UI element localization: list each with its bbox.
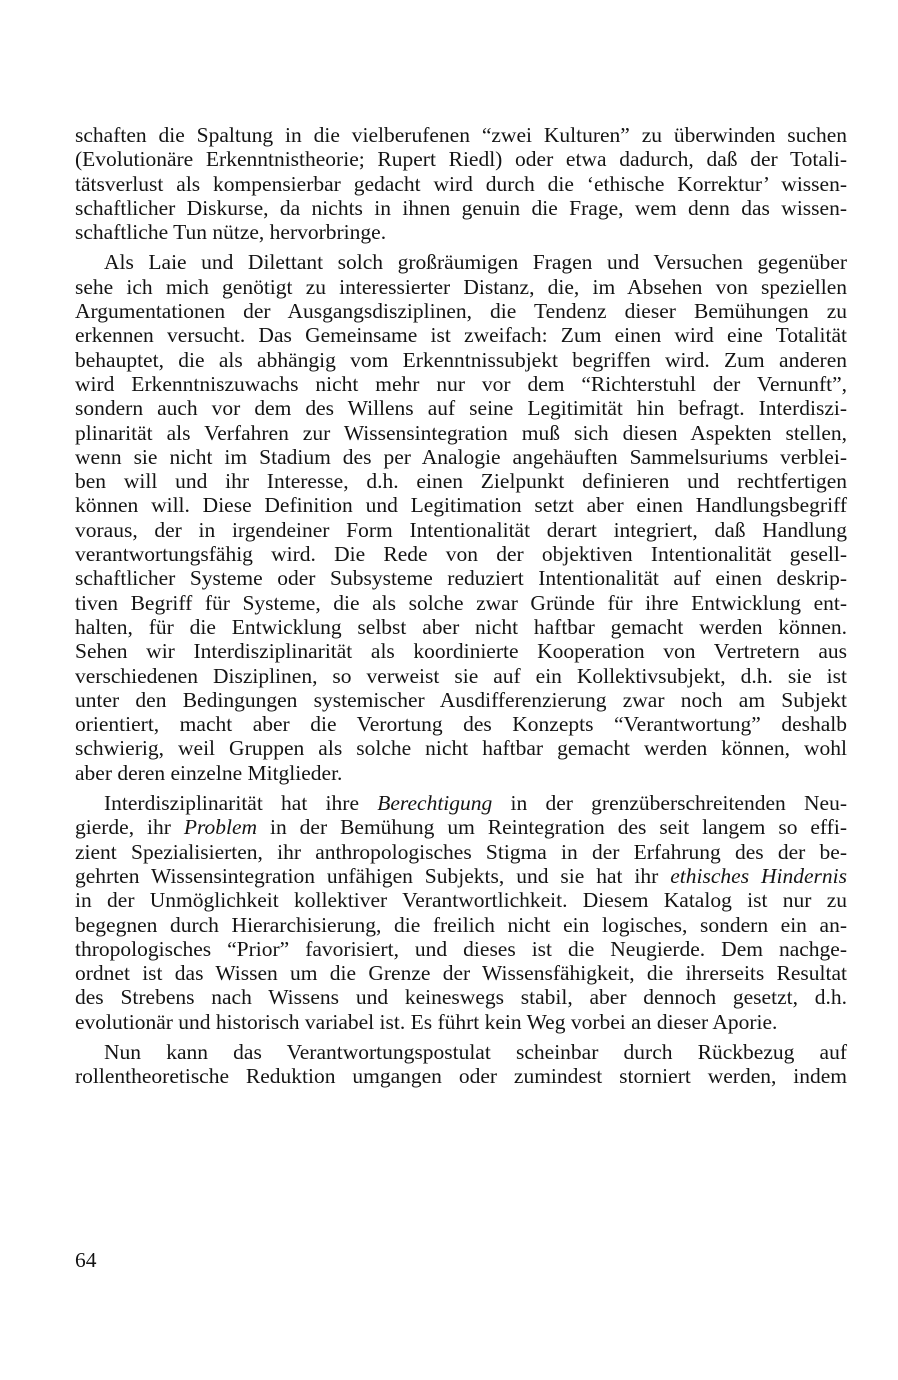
text-segment: plinarität als Verfahren zur Wissensintegration muß sich diesen Aspekten stellen, bbox=[75, 420, 847, 445]
text-line bbox=[75, 961, 847, 985]
paragraph bbox=[75, 250, 847, 785]
text-segment: aber deren einzelne Mitglieder. bbox=[75, 760, 343, 785]
text-line bbox=[75, 1010, 847, 1034]
paragraph bbox=[75, 123, 847, 244]
text-line bbox=[75, 1064, 847, 1088]
text-line bbox=[75, 1040, 847, 1064]
text-line bbox=[75, 123, 847, 147]
text-line bbox=[75, 664, 847, 688]
text-segment: verantwortungsfähig wird. Die Rede von der objektiven Intentionalität gesell- bbox=[75, 542, 847, 567]
text-segment: schaftliche Tun nütze, hervorbringe. bbox=[75, 220, 387, 245]
text-line bbox=[75, 196, 847, 220]
text-line bbox=[75, 275, 847, 299]
text-segment: in der Unmöglichkeit kollektiver Verantwortlichkeit. Diesem Katalog ist nur zu bbox=[75, 888, 847, 913]
text-line bbox=[75, 688, 847, 712]
text-segment: unter den Bedingungen systemischer Ausdifferenzierung zwar noch am Subjekt bbox=[75, 687, 847, 712]
emphasized-term: Berechtigung bbox=[377, 791, 493, 816]
text-line bbox=[75, 542, 847, 566]
text-segment: wird Erkenntniszuwachs nicht mehr nur vor dem “Richterstuhl der Vernunft”, bbox=[75, 371, 847, 396]
text-segment: sehe ich mich genötigt zu interessierter Distanz, die, im Absehen von speziellen bbox=[75, 274, 847, 299]
text-line bbox=[75, 220, 847, 244]
text-segment: gierde, ihr bbox=[75, 815, 184, 840]
text-line bbox=[75, 761, 847, 785]
text-line bbox=[75, 985, 847, 1009]
text-segment: des Strebens nach Wissens und keineswegs stabil, aber dennoch gesetzt, d.h. bbox=[75, 985, 847, 1010]
text-segment: sondern auch vor dem des Willens auf seine Legitimität hin befragt. Interdiszi- bbox=[75, 396, 847, 421]
text-segment: tiven Begriff für Systeme, die als solche zwar Gründe für ihre Entwicklung ent- bbox=[75, 590, 847, 615]
text-segment: gehrten Wissensintegration unfähigen Subjekts, und sie hat ihr bbox=[75, 863, 671, 888]
text-line bbox=[75, 712, 847, 736]
text-segment: orientiert, macht aber die Verortung des Konzepts “Verantwortung” deshalb bbox=[75, 712, 847, 737]
text-line bbox=[75, 591, 847, 615]
text-segment: evolutionär und historisch variabel ist. Es führt kein Weg vorbei an dieser Aporie. bbox=[75, 1009, 778, 1034]
text-line bbox=[75, 445, 847, 469]
text-segment: rollentheoretische Reduktion umgangen oder zumindest storniert werden, indem bbox=[75, 1064, 847, 1089]
text-segment: ordnet ist das Wissen um die Grenze der Wissensfähigkeit, die ihrerseits Resultat bbox=[75, 961, 847, 986]
text-segment: behauptet, die als abhängig vom Erkenntnissubjekt begriffen wird. Zum anderen bbox=[75, 347, 847, 372]
text-line bbox=[75, 639, 847, 663]
text-line bbox=[75, 913, 847, 937]
text-line bbox=[75, 323, 847, 347]
text-line bbox=[75, 840, 847, 864]
text-segment: verschiedenen Disziplinen, so verweist sie auf ein Kollektivsubjekt, d.h. sie ist bbox=[75, 663, 847, 688]
text-segment: thropologisches “Prior” favorisiert, und dieses ist die Neugierde. Dem nachge- bbox=[75, 936, 847, 961]
text-segment: Argumentationen der Ausgangsdisziplinen, die Tendenz dieser Bemühungen zu bbox=[75, 299, 847, 324]
text-line bbox=[75, 469, 847, 493]
text-segment: Sehen wir Interdisziplinarität als koordinierte Kooperation von Vertretern aus bbox=[75, 639, 847, 664]
text-line bbox=[75, 396, 847, 420]
text-segment: in der grenzüberschreitenden Neu- bbox=[492, 791, 847, 816]
text-segment: halten, für die Entwicklung selbst aber nicht haftbar gemacht werden können. bbox=[75, 614, 847, 639]
text-segment: (Evolutionäre Erkenntnistheorie; Rupert Riedl) oder etwa dadurch, daß der Totali- bbox=[75, 147, 847, 172]
page-number: 64 bbox=[75, 1248, 97, 1272]
text-segment: schaften die Spaltung in die vielberufenen “zwei Kulturen” zu überwinden suchen bbox=[75, 123, 847, 147]
text-segment: erkennen versucht. Das Gemeinsame ist zweifach: Zum einen wird eine Totalität bbox=[75, 323, 847, 348]
text-segment: Interdisziplinarität hat ihre bbox=[104, 791, 378, 816]
text-line bbox=[75, 864, 847, 888]
text-segment: Nun kann das Verantwortungspostulat scheinbar durch Rückbezug auf bbox=[104, 1039, 847, 1064]
text-segment: zient Spezialisierten, ihr anthropologisches Stigma in der Erfahrung des der be- bbox=[75, 839, 847, 864]
text-line bbox=[75, 736, 847, 760]
text-segment: schwierig, weil Gruppen als solche nicht haftbar gemacht werden können, wohl bbox=[75, 736, 847, 761]
text-line bbox=[75, 566, 847, 590]
paragraph bbox=[75, 1040, 847, 1089]
text-segment: begegnen durch Hierarchisierung, die freilich nicht ein logisches, sondern ein an- bbox=[75, 912, 847, 937]
text-line bbox=[75, 372, 847, 396]
text-line bbox=[75, 615, 847, 639]
emphasized-term: Problem bbox=[183, 815, 258, 840]
text-line bbox=[75, 172, 847, 196]
text-line bbox=[75, 791, 847, 815]
text-line bbox=[75, 518, 847, 542]
text-line bbox=[75, 888, 847, 912]
text-line bbox=[75, 493, 847, 517]
text-line bbox=[75, 937, 847, 961]
text-line bbox=[75, 299, 847, 323]
text-line bbox=[75, 147, 847, 171]
text-line bbox=[75, 348, 847, 372]
text-segment: in der Bemühung um Reintegration des seit langem so effi- bbox=[257, 815, 847, 840]
paragraph bbox=[75, 791, 847, 1034]
text-segment: ben will und ihr Interesse, d.h. einen Zielpunkt definieren und rechtfertigen bbox=[75, 469, 847, 494]
text-line bbox=[75, 250, 847, 274]
emphasized-term: ethisches Hindernis bbox=[670, 863, 847, 888]
text-line bbox=[75, 815, 847, 839]
text-segment: schaftlicher Diskurse, da nichts in ihnen genuin die Frage, wem denn das wissen- bbox=[75, 195, 847, 220]
text-segment: voraus, der in irgendeiner Form Intentionalität derart integriert, daß Handlung bbox=[75, 517, 847, 542]
text-segment: wenn sie nicht im Stadium des per Analogie angehäuften Sammelsuriums verblei- bbox=[75, 444, 847, 469]
text-segment: können will. Diese Definition und Legitimation setzt aber einen Handlungsbegriff bbox=[75, 493, 847, 518]
text-segment: tätsverlust als kompensierbar gedacht wird durch die ‘ethische Korrektur’ wissen- bbox=[75, 171, 847, 196]
text-segment: Als Laie und Dilettant solch großräumigen Fragen und Versuchen gegenüber bbox=[104, 250, 847, 275]
body-text bbox=[75, 123, 847, 1089]
text-segment: schaftlicher Systeme oder Subsysteme reduziert Intentionalität auf einen deskrip- bbox=[75, 566, 847, 591]
text-line bbox=[75, 421, 847, 445]
